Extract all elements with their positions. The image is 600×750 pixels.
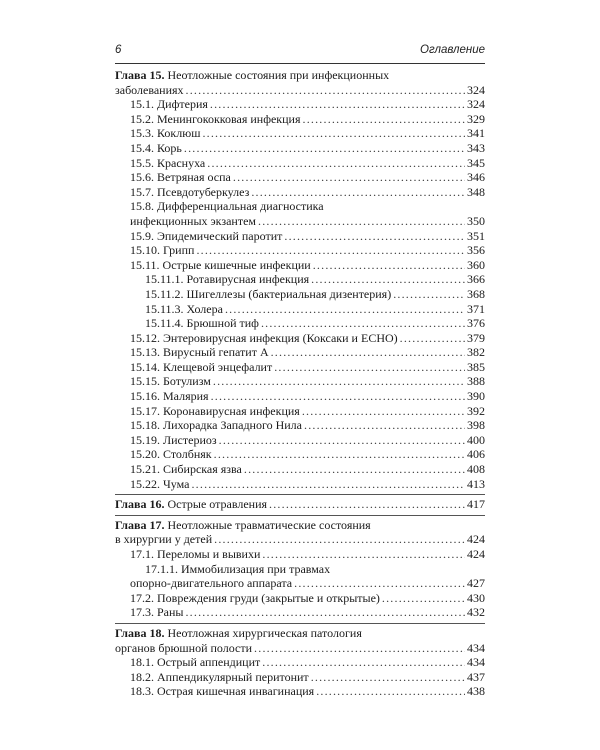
toc-entry[interactable] [115,331,485,346]
running-header [115,44,485,64]
leader-dots [382,591,465,606]
toc-entry[interactable] [115,576,485,591]
leader-dots [207,156,465,171]
entry-title: 15.11.3. Холера [145,301,223,316]
toc-entry[interactable] [115,591,485,606]
table-of-contents [115,68,485,699]
entry-title: 15.11. Острые кишечные инфекции [130,257,311,272]
toc-entry[interactable] [115,641,485,656]
page-ref: 388 [467,374,485,389]
leader-dots [211,389,465,404]
leader-dots [184,141,465,156]
leader-dots [271,345,465,360]
chapter-title: Острые отравления [167,497,268,512]
page-ref: 385 [467,359,485,374]
leader-dots [262,547,465,562]
chapter-title-line2: в хирургии у детей [115,532,213,547]
toc-entry[interactable] [115,214,485,229]
toc-entry[interactable] [115,477,485,492]
page-ref: 324 [467,82,485,97]
leader-dots [294,576,465,591]
leader-dots [311,272,465,287]
chapter-title-line1: Неотложные состояния при инфекционных [167,68,390,82]
entry-title: 15.11.1. Ротавирусная инфекция [145,272,310,287]
page-ref: 368 [467,286,485,301]
chapter-title-line1: Неотложная хирургическая патология [167,625,362,640]
leader-dots [244,462,465,477]
leader-dots [262,655,465,670]
leader-dots [303,112,466,127]
leader-dots [185,605,465,620]
entry-title: 15.18. Лихорадка Западного Нила [130,418,302,433]
page-ref: 390 [467,389,485,404]
leader-dots [269,497,465,512]
entry-title: 15.5. Краснуха [130,155,206,170]
toc-entry[interactable] [115,374,485,389]
page-ref: 341 [467,126,485,141]
leader-dots [311,670,465,685]
leader-dots [219,433,465,448]
entry-title: 15.16. Малярия [130,389,209,404]
toc-entry[interactable] [115,185,485,200]
page-ref: 379 [467,330,485,345]
page-ref: 432 [467,605,485,620]
leader-dots [186,83,465,98]
leader-dots [304,418,465,433]
chapter-title-line2: органов брюшной полости [115,640,253,655]
toc-entry[interactable] [115,258,485,273]
page-ref: 413 [467,476,485,491]
page-ref: 434 [467,655,485,670]
toc-entry[interactable] [115,447,485,462]
entry-title: 15.1. Дифтерия [130,97,208,112]
toc-entry[interactable] [115,229,485,244]
chapter-label: Глава 18. [115,625,165,640]
page-ref: 350 [467,213,485,228]
entry-title: 15.4. Корь [130,140,182,155]
leader-dots [393,287,465,302]
chapter-divider [115,515,485,516]
page-ref: 427 [467,576,485,591]
page-number: 6 [115,44,122,56]
entry-title: 18.3. Острая кишечная инвагинация [130,684,315,699]
leader-dots [213,374,465,389]
page-ref: 398 [467,418,485,433]
toc-entry[interactable] [115,156,485,171]
chapter-17-heading [115,518,485,533]
toc-entry[interactable] [115,433,485,448]
leader-dots [316,684,465,699]
leader-dots [251,185,465,200]
page-ref: 329 [467,111,485,126]
toc-entry[interactable] [115,316,485,331]
entry-title: 15.11.4. Брюшной тиф [145,316,259,331]
chapter-16-heading[interactable] [115,497,485,512]
entry-title: 17.2. Повреждения груди (закрытые и открытые) [130,590,380,605]
entry-title: 15.6. Ветряная оспа [130,170,231,185]
leader-dots [400,331,465,346]
page-ref: 382 [467,345,485,360]
entry-title: 15.13. Вирусный гепатит А [130,345,269,360]
toc-entry[interactable] [115,605,485,620]
page-ref: 400 [467,432,485,447]
entry-title: 18.1. Острый аппендицит [130,655,261,670]
chapter-label: Глава 16. [115,497,165,512]
toc-entry[interactable] [115,141,485,156]
entry-title: 15.9. Эпидемический паротит [130,228,283,243]
section-title: Оглавление [420,44,485,56]
page-ref: 366 [467,272,485,287]
toc-entry[interactable] [115,389,485,404]
leader-dots [254,641,465,656]
page-ref: 408 [467,462,485,477]
leader-dots [214,447,465,462]
toc-entry[interactable] [115,404,485,419]
page-ref: 351 [467,228,485,243]
page-ref: 437 [467,669,485,684]
page-ref: 424 [467,547,485,561]
chapter-15-heading [115,68,485,83]
page-ref: 371 [467,301,485,316]
entry-title: 15.19. Листериоз [130,432,217,447]
toc-entry[interactable] [115,302,485,317]
toc-entry[interactable] [115,547,485,562]
page-ref: 430 [467,590,485,605]
page-ref: 392 [467,403,485,418]
entry-title: 15.3. Коклюш [130,126,201,141]
leader-dots [191,477,465,492]
entry-title: 17.1. Переломы и вывихи [130,547,261,561]
toc-entry[interactable] [115,670,485,685]
leader-dots [302,404,465,419]
toc-entry[interactable] [115,126,485,141]
page-ref: 376 [467,316,485,331]
entry-title: 15.10. Грипп [130,243,195,258]
leader-dots [196,243,465,258]
page-ref: 417 [467,497,485,512]
leader-dots [233,170,465,185]
page-ref: 346 [467,170,485,185]
entry-title-line1: 15.8. Дифференциальная диагностика [130,199,324,214]
leader-dots [225,302,465,317]
page-ref: 343 [467,140,485,155]
entry-title: 15.7. Псевдотуберкулез [130,184,250,199]
toc-entry[interactable] [115,97,485,112]
entry-title: 15.12. Энтеровирусная инфекция (Коксаки и ECHO) [130,330,398,345]
entry-title: 15.14. Клещевой энцефалит [130,359,273,374]
leader-dots [274,360,465,375]
entry-title: 15.20. Столбняк [130,447,212,462]
page-ref: 438 [467,684,485,699]
entry-title-line2: опорно-двигательного аппарата [130,576,293,591]
entry-title: 15.11.2. Шигеллезы (бактериальная дизентерия) [145,286,392,301]
entry-title: 15.2. Менингококковая инфекция [130,111,301,126]
toc-entry[interactable] [115,418,485,433]
toc-entry[interactable] [115,112,485,127]
page-ref: 348 [467,184,485,199]
entry-title: 15.17. Коронавирусная инфекция [130,403,300,418]
chapter-divider [115,623,485,624]
leader-dots [202,126,465,141]
chapter-title-line1: Неотложные травматические состояния [167,517,371,532]
page-ref: 424 [467,532,485,547]
leader-dots [210,97,465,112]
page-ref: 434 [467,640,485,655]
toc-entry[interactable] [115,684,485,699]
page-ref: 345 [467,155,485,170]
toc-entry[interactable] [115,345,485,360]
toc-entry[interactable] [115,83,485,98]
toc-entry[interactable] [115,360,485,375]
toc-entry[interactable] [115,532,485,547]
toc-entry[interactable] [115,170,485,185]
page-ref: 324 [467,97,485,112]
chapter-title-line2: заболеваниях [115,82,184,97]
header-rule [115,63,485,64]
entry-title: 15.21. Сибирская язва [130,462,242,477]
toc-entry[interactable] [115,655,485,670]
chapter-label: Глава 15. [115,68,165,82]
leader-dots [261,316,465,331]
entry-title-line2: инфекционных экзантем [130,213,256,228]
leader-dots [284,229,465,244]
page-ref: 406 [467,447,485,462]
entry-title: 18.2. Аппендикулярный перитонит [130,669,309,684]
entry-title: 17.3. Раны [130,605,184,620]
page-ref: 360 [467,257,485,272]
toc-entry[interactable] [115,462,485,477]
leader-dots [214,532,465,547]
leader-dots [313,258,465,273]
entry-title: 15.15. Ботулизм [130,374,211,389]
chapter-divider [115,494,485,495]
toc-entry[interactable] [115,243,485,258]
chapter-label: Глава 17. [115,517,165,532]
toc-entry[interactable] [115,272,485,287]
entry-title: 15.22. Чума [130,476,190,491]
page-ref: 356 [467,243,485,258]
entry-title-line1: 17.1.1. Иммобилизация при травмах [145,561,331,576]
toc-entry[interactable] [115,287,485,302]
chapter-18-heading [115,626,485,641]
leader-dots [258,214,465,229]
